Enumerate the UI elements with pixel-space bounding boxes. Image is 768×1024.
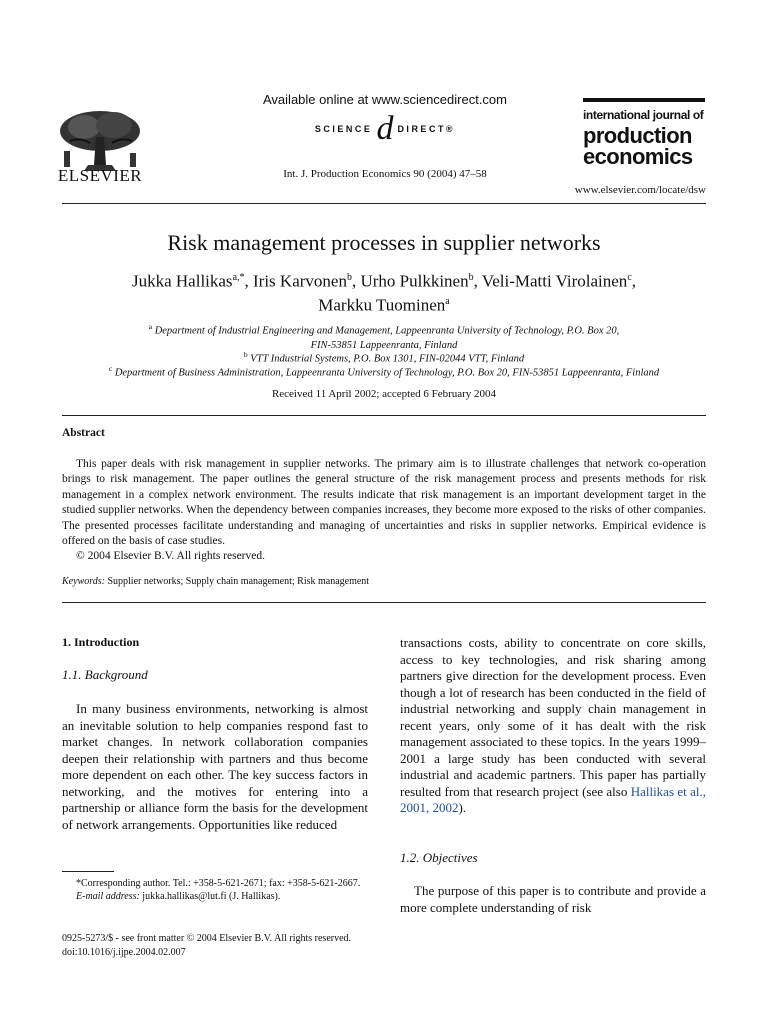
subsection-heading-background: 1.1. Background — [62, 667, 148, 682]
author-name: Urho Pulkkinen — [360, 271, 469, 291]
abstract-top-divider — [62, 415, 706, 416]
affiliation-sup: c — [108, 364, 113, 373]
footnote-corresponding — [62, 877, 368, 903]
paragraph-text: transactions costs, ability to concentrate on core skills, access to key technologies, and risk sharing among partners give direction for the development process. Even though a lot of research has been conducted in the field of industrial networking and supply chain management in recent years, only some of it has dealt with the risk management associated to these topics. In the years 1999–2001 a large study has been conducted with several industrial and academic partners. This paper has partially resulted from that research project (see also — [400, 635, 706, 799]
journal-logo-rule — [583, 98, 705, 102]
affiliation-sup: a — [148, 322, 153, 331]
author-name: Markku Tuominen — [318, 295, 446, 315]
journal-name-line-1: production — [583, 123, 692, 148]
front-matter-line: 0925-5273/$ - see front matter © 2004 Elsevier B.V. All rights reserved. — [62, 933, 352, 944]
abstract-copyright: © 2004 Elsevier B.V. All rights reserved. — [76, 550, 265, 563]
subsection-heading-objectives: 1.2. Objectives — [400, 850, 478, 865]
affiliation-text: FIN-53851 Lappeenranta, Finland — [310, 339, 458, 351]
available-online-text[interactable]: Available online at www.sciencedirect.com — [263, 92, 507, 107]
email-label: E-mail address: — [76, 891, 140, 902]
journal-url[interactable]: www.elsevier.com/locate/dsw — [574, 184, 706, 196]
footnote-rule — [62, 871, 114, 872]
corresponding-author-text: *Corresponding author. Tel.: +358-5-621-2671; fax: +358-5-621-2667. — [76, 878, 361, 889]
keywords-label: Keywords: — [62, 576, 105, 587]
affiliation-c — [62, 362, 706, 381]
paragraph-text: In many business environments, networking is almost an inevitable solution to help companies respond fast to market changes. In network collaboration companies deepen their relationship with partners and thus become more dependent on each other. The key success factors in networking, and the motives for entering into a partnership or alliance form the basis for the development of network arrangements. Opportunities like reduced — [62, 701, 368, 832]
author-name: Iris Karvonen — [253, 271, 347, 291]
author-sup: a,* — [232, 272, 245, 283]
author-sup: b — [468, 272, 474, 283]
affiliation-sup: b — [243, 350, 248, 359]
abstract-bottom-divider — [62, 602, 706, 603]
keywords-line — [62, 576, 706, 587]
email-line — [62, 890, 368, 903]
left-column-paragraph — [62, 701, 368, 833]
journal-name-line-2: economics — [583, 144, 693, 169]
author-sup: a — [445, 295, 450, 307]
paragraph-text: The purpose of this paper is to contribute and provide a more complete understanding of risk — [400, 883, 706, 915]
journal-name-top: international journal of — [583, 108, 704, 122]
sd-word-right: DIRECT® — [397, 124, 456, 134]
author-name: Veli-Matti Virolainen — [481, 271, 628, 291]
author-sup: b — [346, 272, 352, 283]
header-divider — [62, 203, 706, 204]
doi-line[interactable]: doi:10.1016/j.ijpe.2004.02.007 — [62, 947, 186, 958]
paragraph-text-end: ). — [458, 800, 467, 815]
citation-link[interactable]: Hallikas et al., 2001, 2002 — [400, 783, 706, 815]
journal-citation: Int. J. Production Economics 90 (2004) 47–58 — [283, 168, 487, 180]
abstract-body — [62, 457, 706, 565]
section-heading-introduction: 1. Introduction — [62, 635, 140, 649]
sciencedirect-logo[interactable] — [200, 110, 570, 148]
journal-name-main — [583, 125, 705, 167]
affiliation-text: Department of Business Administration, Lappeenranta University of Technology, P.O. Box 20, FIN-53851 Lappeenranta, Finland — [114, 367, 660, 379]
affiliation-text: Department of Industrial Engineering and Management, Lappeenranta University of Technology, P.O. Box 20, — [154, 325, 620, 337]
publisher-name: ELSEVIER — [57, 166, 143, 185]
article-title: Risk management processes in supplier networks — [167, 230, 601, 255]
affiliation-text: VTT Industrial Systems, P.O. Box 1301, FIN-02044 VTT, Finland — [250, 353, 525, 365]
keywords-text: Supplier networks; Supply chain management; Risk management — [107, 576, 370, 587]
received-dates: Received 11 April 2002; accepted 6 February 2004 — [271, 388, 497, 400]
sd-at-icon: d — [376, 110, 394, 147]
sd-word-left: SCIENCE — [314, 124, 373, 134]
author-list: Jukka Hallikas$^{a,*}$, Iris Karvonen$^b$, Urho Pulkkinen$^b$, Veli-Matti Virolainen$^c$, Markku Tuominen$^a$ — [131, 271, 637, 315]
right-column-paragraph-2 — [400, 883, 706, 916]
abstract-heading: Abstract — [62, 427, 105, 439]
paragraph-text-wrapper — [400, 635, 706, 817]
author-name: Jukka Hallikas — [131, 271, 233, 291]
author-sup: c — [627, 272, 632, 283]
right-column-paragraph-1 — [400, 635, 706, 817]
email-address[interactable]: jukka.hallikas@lut.fi (J. Hallikas). — [142, 891, 281, 902]
abstract-text: This paper deals with risk management in supplier networks. The primary aim is to illustrate challenges that network co-operation brings to risk management. The paper outlines the general structure of the risk management process and presents methods for risk management in a complex network environment. The results indicate that risk management is an important development target in the studied supplier networks. When the dependency between companies increases, they become more exposed to the risks of other companies. The presented processes facilitate understanding and managing of uncertainties and risks in supplier networks. Empirical evidence is offered on the basis of case studies. — [62, 458, 706, 548]
